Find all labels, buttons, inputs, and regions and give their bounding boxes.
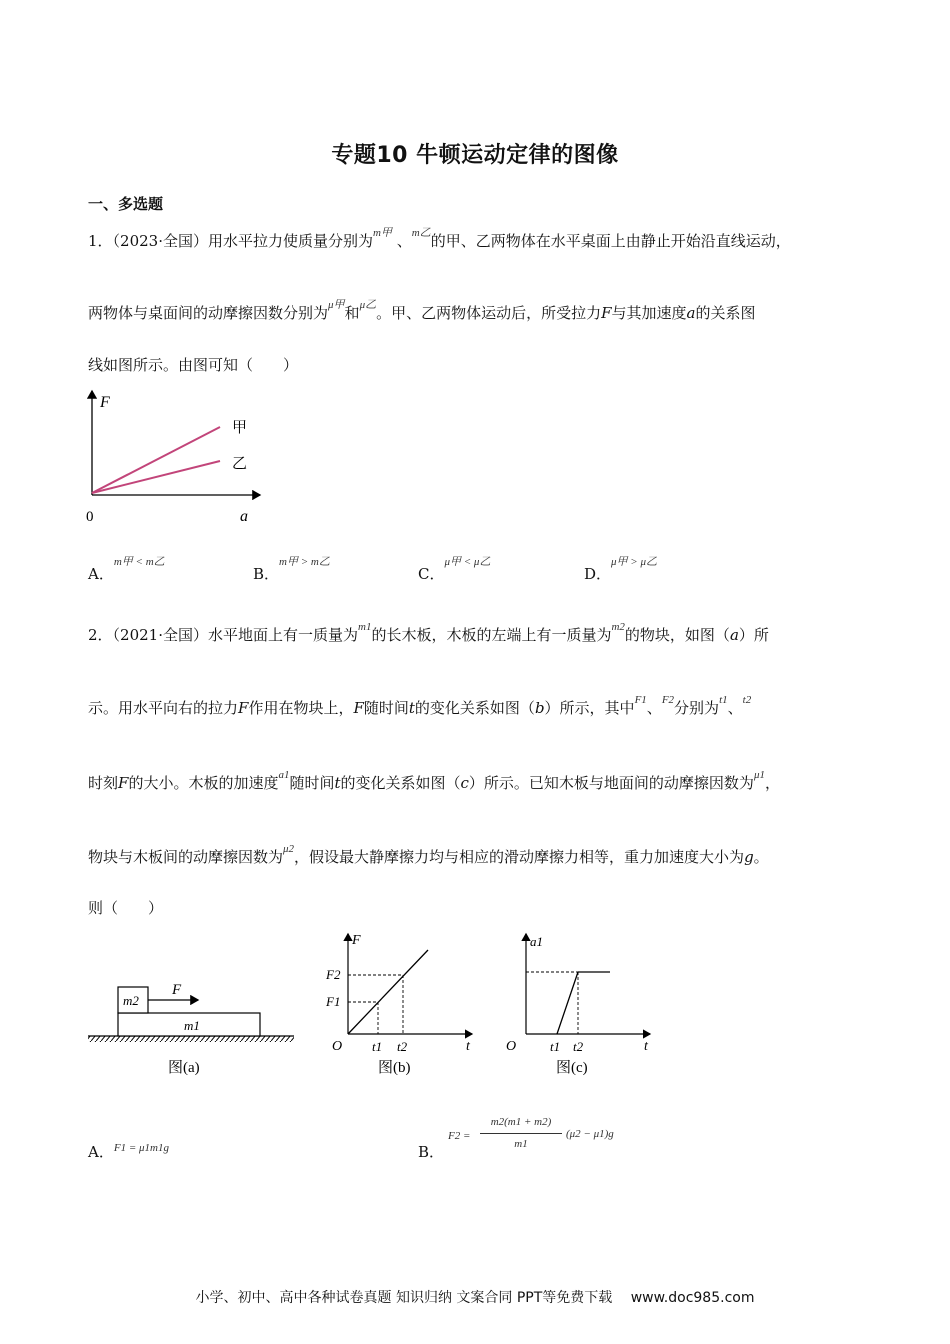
svg-text:t1: t1 (372, 1039, 383, 1054)
fig-a (86, 975, 301, 1080)
svg-text:t: t (466, 1039, 470, 1054)
q1-label-yi: 乙 (232, 456, 248, 472)
fig-b-line (348, 950, 428, 1034)
svg-text:t2: t2 (573, 1039, 584, 1054)
svg-text:m1: m1 (184, 1018, 200, 1033)
q1-line3: 线如图所示。由图可知（ ） (88, 356, 299, 374)
q1-y-label: F (100, 394, 110, 411)
svg-text:F: F (172, 982, 182, 998)
q2-line5: 则（ ） (88, 899, 164, 917)
fig-c-caption: 图(c) (556, 1060, 588, 1076)
fig-a-caption: 图(a) (168, 1060, 200, 1076)
q1-line2: 两物体与桌面间的动摩擦因数分别为$^{\mu 甲}$和$^{\mu 乙}$。甲、乙两物体运动后，所受拉力F与其加速度a的关系图 (88, 299, 756, 322)
ground-hatch (88, 1036, 294, 1042)
q2-line4: 物块与木板间的动摩擦因数为$^{\mu 2}$，假设最大静摩擦力均与相应的滑动摩擦力相等，重力加速度大小为g。 (88, 843, 769, 866)
mu-yi: μ乙 (359, 299, 377, 311)
q2-line1: 2．（2021·全国）水平地面上有一质量为$^{m1}$的长木板，木板的左端上有一质量为$^{m2}$的物块，如图（a）所 (88, 621, 769, 644)
q2-line3: 时刻F的大小。木板的加速度$^{a1}$随时间t的变化关系如图（c）所示。已知木板与地面间的动摩擦因数为$^{\mu 1}$， (88, 769, 780, 792)
svg-text:O: O (506, 1039, 517, 1054)
q1-origin: 0 (86, 509, 94, 525)
fig-c-rise (557, 972, 578, 1034)
svg-text:t2: t2 (397, 1039, 408, 1054)
page-title: 专题10 牛顿运动定律的图像 (331, 143, 619, 168)
mu-jia: μ甲 (328, 299, 345, 311)
q2-line2: 示。用水平向右的拉力F作用在物块上，F随时间t的变化关系如图（b）所示，其中$^{F1}$、$^{F2}$分别为$^{t1}$、$^{t2}$ (88, 694, 752, 717)
svg-text:a1: a1 (530, 934, 543, 949)
fig-b-caption: 图(b) (378, 1060, 411, 1076)
m-yi: m乙 (411, 227, 431, 239)
fig-c (500, 928, 660, 1080)
section-heading: 一、多选题 (88, 195, 164, 213)
q2-option-b[interactable]: B． (418, 1143, 445, 1161)
line-yi (92, 461, 220, 493)
q1-graph (80, 385, 270, 525)
svg-text:O: O (332, 1039, 343, 1054)
svg-text:m2: m2 (123, 993, 139, 1008)
q1-option-d[interactable]: D．$^{\mu 甲 > \mu 乙}$ (584, 556, 657, 583)
svg-text:F1: F1 (326, 994, 341, 1009)
q1-option-b[interactable]: B．$^{m甲 > m乙}$ (253, 556, 330, 583)
m-jia: m甲 (373, 227, 392, 239)
q1-label-jia: 甲 (232, 420, 248, 436)
svg-text:F: F (352, 933, 361, 948)
svg-text:F2: F2 (326, 967, 341, 982)
svg-text:t1: t1 (550, 1039, 561, 1054)
q1-option-a[interactable]: A．$^{m甲 < m乙}$ (88, 556, 165, 583)
svg-text:t: t (644, 1039, 648, 1054)
line-jia (92, 427, 220, 493)
footer-text: 小学、初中、高中各种试卷真题 知识归纳 文案合同 PPT等免费下载 www.doc985.com (195, 1290, 755, 1306)
fig-b (322, 928, 482, 1080)
q2-option-a[interactable]: A．$^{F1 = \mu 1m1g}$ (88, 1142, 169, 1161)
q1-option-c[interactable]: C．$^{\mu 甲 < \mu 乙}$ (418, 556, 491, 583)
q1-line1: 1．（2023·全国）用水平拉力使质量分别为$^{m甲}$ 、$^{m乙}$的甲、乙两物体在水平桌面上由静止开始沿直线运动， (88, 227, 791, 250)
q1-x-label: a (240, 508, 248, 525)
